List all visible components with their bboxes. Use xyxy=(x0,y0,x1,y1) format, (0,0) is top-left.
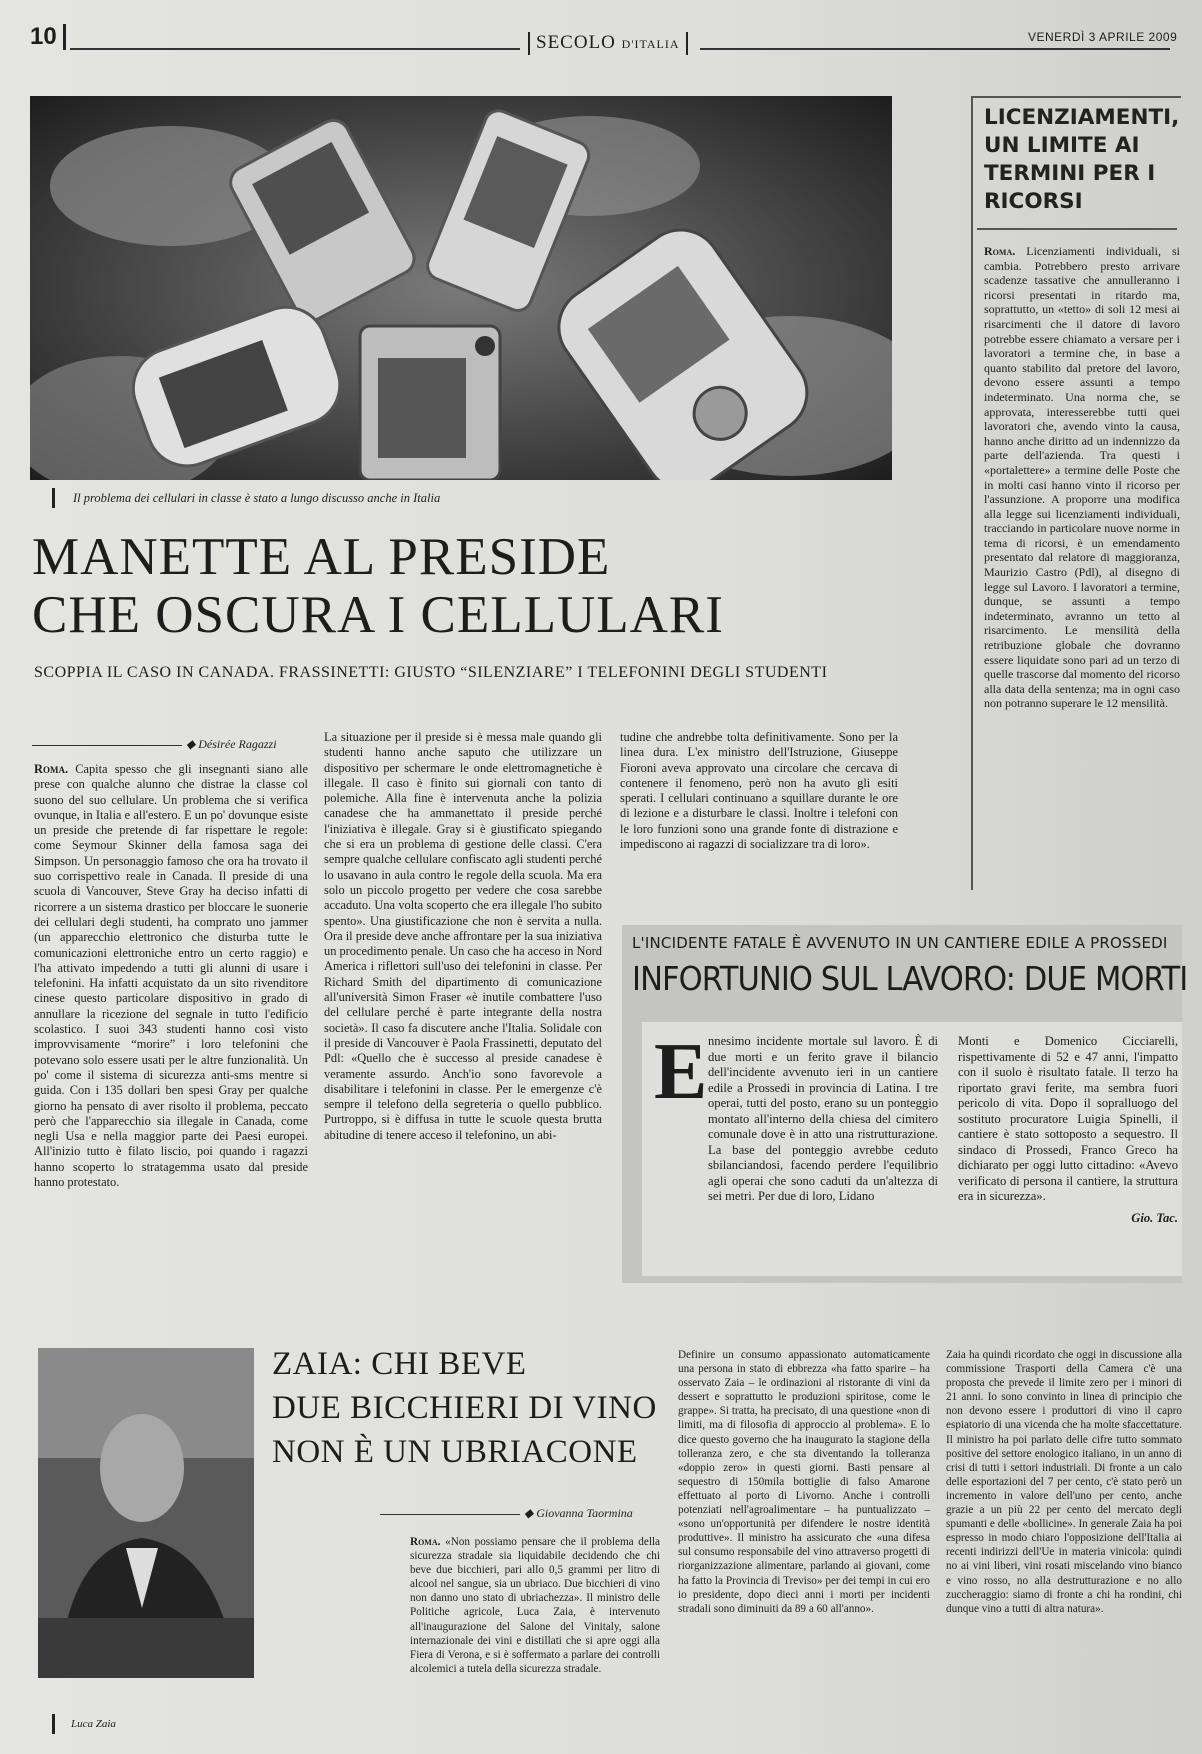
incident-kicker: L'INCIDENTE FATALE È AVVENUTO IN UN CANTIERE EDILE A PROSSEDI xyxy=(632,934,1168,952)
newspaper-suffix: D'ITALIA xyxy=(621,37,680,51)
zaia-column-2 xyxy=(678,1348,930,1616)
main-column-2-text: La situazione per il preside si è messa male quando gli studenti hanno anche saputo che utilizzare un dispositivo per schermare le onde elettromagnetiche è illegale. Il caso è finito sui giornali con tanto di polemiche. Alla fine è intervenuta anche la polizia canadese che ha ammanettato il preside perché l'iniziativa è illegale. Gray si è giustificato spiegando che si era un problema di gestione delle classi. C'era sempre qualche cellulare confiscato agli studenti perché lo usavano in aula contro le regole della scuola. Ma era solo un piccolo progetto per vedere che cosa sarebbe accaduto. Una volta scoperto che era illegale l'ho subito spento». Una giustificazione che non è servita a nulla. Ora il preside deve anche affrontare per la sua iniziativa un procedimento penale. Un caso che ha acceso in Nord America i riflettori sull'uso dei telefonini in classe. Per Richard Smith del dipartimento di comunicazione all'università Simon Fraser «è inutile combattere l'uso del cellulare perché è parte integrante della nostra società». Il caso fa discutere anche l'Italia. Solidale con il preside di Vancouver è Paola Frassinetti, deputato del Pdl: «Quello che è successo al preside canadese è veramente assurdo. Anch'io sono favorevole a disabilitare i telefonini in classe. Per le emergenze c'è sempre il telefono della segreteria o quello pubblico. Purtroppo, si è diffusa in tutte le scuole questa brutta abitudine di tenere acceso il telefonino, un abi- xyxy=(324,730,602,1142)
sidebar-title: LICENZIAMENTI, UN LIMITE AI TERMINI PER I RICORSI xyxy=(984,105,1180,214)
zaia-headline-line-1: ZAIA: CHI BEVE xyxy=(272,1346,527,1382)
main-dateline: Roma. xyxy=(34,762,69,776)
zaia-portrait-illustration xyxy=(38,1348,254,1678)
main-headline xyxy=(32,528,872,644)
incident-column-1 xyxy=(708,1034,938,1205)
zaia-byline-rule xyxy=(380,1514,520,1515)
incident-dropcap: E xyxy=(654,1028,708,1116)
cellphones-photo xyxy=(30,96,892,480)
main-column-3 xyxy=(620,730,898,852)
main-byline: ◆ Désirée Ragazzi xyxy=(32,737,277,752)
zaia-author: Giovanna Taormina xyxy=(536,1506,633,1520)
header-rule-left xyxy=(70,48,520,50)
sidebar-rule xyxy=(977,228,1177,230)
photo-caption: Il problema dei cellulari in classe è stato a lungo discusso anche in Italia xyxy=(52,488,440,508)
zaia-column-3 xyxy=(946,1348,1182,1616)
zaia-column-3-text: Zaia ha quindi ricordato che oggi in discussione alla commissione Trasporti della Camera c'è una proposta che prevede il limite zero per i minori di 21 anni. Io sono convinto in linea di principio che non devono essere i produttori di vino il capro espiatorio di una vicenda che ha molte sfaccettature. Il ministro ha poi parlato delle cifre tutto sommato positive del settore enologico italiano, in un anno di crisi di tutti i settori industriali. Di fronte a un calo delle esportazioni del 7 per cento, c'è stato però un incremento in valore dell'uno per cento, anche grazie a un più 22 per cento del mercato degli spumanti e delle «bollicine». In generale Zaia ha poi espresso in modo chiaro l'opposizione dell'Italia ai recenti indirizzi dell'Ue in materia vinicola: quindi no ai vini liberi, vini rosati miscelando vino bianco e vino rosso, no alla destrutturazione e no allo zuccheraggio: siamo di fronte a chi ha rondini, chi dunque vino a tutti di altra natura». xyxy=(946,1349,1182,1615)
sidebar-text-block xyxy=(984,244,1180,711)
main-subheadline: SCOPPIA IL CASO IN CANADA. FRASSINETTI: GIUSTO “SILENZIARE” I TELEFONINI DEGLI STUDENTI xyxy=(34,664,828,681)
zaia-photo-caption: Luca Zaia xyxy=(52,1714,116,1734)
zaia-column-2-text: Definire un consumo appassionato automaticamente una persona in stato di ebbrezza «ha fatto sparire – ha osservato Zaia – le ordinazioni al ristorante di vini da dessert e soprattutto le produzioni spiritose, come le grappe». Si tratta, ha precisato, di una questione «non di limiti, ma di filosofia di approccio al problema». E lo dice questo governo che ha inaugurato la stagione della tolleranza zero, e che sta diventando la tolleranza «doppio zero» in questi giorni. Basti pensare al sequestro di 150mila bottiglie di falso Amarone effettuato al porto di Livorno. Anche i controlli potenziati nell'agroalimentare – ha puntualizzato – «sono un'opportunità per difendere le nostre identità produttive». Il ministro ha assicurato che «una difesa sul consumo responsabile del vino attraverso progetti di riorganizzazione alimentare, parlando ai giovani, come ha fatto la Provincia di Treviso» per dei tempi in cui ero io presidente, dopo dieci anni i morti per incidenti stradali sono diminuiti da 89 a 60 all'anno». xyxy=(678,1349,930,1615)
main-column-1-text: Capita spesso che gli insegnanti siano alle prese con qualche alunno che distrae la classe col suono del suo cellulare. Un problema che si verifica ovunque, in Italia e all'estero. E un po' dovunque esiste un preside che pretende di far rispettare le regole: come Seymour Skinner della famosa saga dei Simpson. Un personaggio famoso che ora ha trovato il suo corrispettivo reale in Canada. Il preside di una scuola di Vancouver, Steve Gray ha deciso infatti di ricorrere a un sistema drastico per bloccare le suonerie dei cellulari degli studenti, ha comprato uno jammer (un apparecchio elettronico che disturba tutte le comunicazioni elettroniche entro un certo raggio) e l'ha attivato impedendo a tutti gli alunni di usare i telefonini. Ha infatti acquistato da un sito rivenditore cinese questo particolare dispositivo in grado di annullare la ricezione del segnale in tutto l'edificio scolastico. I suoi 343 studenti hanno così visto improvvisamente “morire” i loro telefonini che potevano solo essere usati per le altre funzionalità. Un po' come il sistema di sicurezza anti-sms mentre si guida. Con i 135 dollari ben spesi Gray per qualche giorno ha pensato di aver risolto il problema, peccato però che l'apparecchio sia illegale in Canada, come negli Usa e nella maggior parte dei Paesi europei. All'inizio tutto è filato liscio, poi quando i ragazzi hanno scoperto lo stratagemma usato dal preside hanno protestato. xyxy=(34,762,309,1190)
sidebar-dateline: Roma. xyxy=(984,244,1016,258)
header-rule-right xyxy=(700,48,1170,50)
zaia-headline-line-2: DUE BICCHIERI DI VINO xyxy=(272,1390,657,1426)
main-author: Désirée Ragazzi xyxy=(198,737,277,751)
headline-line-2: CHE OSCURA I CELLULARI xyxy=(32,586,724,644)
zaia-photo xyxy=(38,1348,254,1678)
main-column-1 xyxy=(34,762,308,1190)
zaia-byline: ◆ Giovanna Taormina xyxy=(380,1506,633,1521)
zaia-column-1-text: «Non possiamo pensare che il problema della sicurezza stradale sia liquidabile decidendo che chi beve due bicchieri, pari allo 0,5 grammi per litro di alcool nel sangue, sia un ubriaco. Due bicchieri di vino non danno uno stato di ubriachezza». Il ministro delle Politiche agricole, Luca Zaia, è intervenuto all'inaugurazione del Salone del Vinitaly, salone internazionale dei vini e distillati che si apre oggi alla Fiera di Verona, e si è soffermato a parlare dei controlli alcolemici a tutela della sicurezza stradale. xyxy=(410,1536,660,1675)
incident-column-2-text: Monti e Domenico Cicciarelli, rispettivamente di 52 e 47 anni, l'impatto con il suolo è risultato fatale. Il terzo ha riportato gravi ferite, ma sembra fuori pericolo di vita. Dopo il sopralluogo del sostituto procuratore Luigia Spinelli, il cantiere è stato sottoposto a sequestro. Il sindaco di Prossedi, Franco Greco ha dichiarato per oggi lutto cittadino: «Avevo verificato di persona il cantiere, la struttura era in sicurezza». xyxy=(958,1034,1178,1203)
zaia-dateline: Roma. xyxy=(410,1536,441,1548)
incident-title: INFORTUNIO SUL LAVORO: DUE MORTI xyxy=(632,960,1188,998)
main-column-2 xyxy=(324,730,602,1143)
incident-column-1-text: nnesimo incidente mortale sul lavoro. È di due morti e un ferito grave il bilancio dell'incidente avvenuto ieri in un cantiere edile a Prossedi in provincia di Latina. I tre operai, tutti del posto, erano su un ponteggio montato all'interno della chiesa del cimitero comunale dove è in atto una ristrutturazione. La base del ponteggio avrebbe ceduto sbilanciandosi, facendo perdere l'equilibrio agli operai che sono caduti da un'altezza di sei metri. Per due di loro, Lidano xyxy=(708,1034,938,1203)
zaia-headline xyxy=(272,1342,672,1474)
incident-signature: Gio. Tac. xyxy=(1131,1210,1178,1225)
cellphones-illustration xyxy=(30,96,892,480)
byline-rule xyxy=(32,745,182,746)
zaia-column-1 xyxy=(410,1535,660,1676)
newspaper-name: SECOLO xyxy=(536,32,616,53)
main-column-3-text: tudine che andrebbe tolta definitivamente. Sono per la linea dura. L'ex ministro dell'Istruzione, Giuseppe Fioroni aveva approvato una circolare che cercava di contenere il fenomeno, però non ha avuto gli esiti sperati. I cellulari continuano a squillare durante le ore di lezione e a disturbare le classi. Inoltre i telefoni con le loro funzioni sono una grande fonte di distrazione e impediscono ai ragazzi di socializzare tra di loro». xyxy=(620,730,898,852)
incident-column-2 xyxy=(958,1034,1178,1226)
sidebar-text: Licenziamenti individuali, si cambia. Potrebbero presto arrivare scadenze tassative che annulleranno i ricorsi presentati in ritardo ma, soprattutto, un «tetto» di soli 12 mesi ai risarcimenti che il datore di lavoro potrebbe essere chiamato a versare per i lavoratori a termine che, in base a quanto stabilito dal pretore del lavoro, devono essere assunti a tempo indeterminato. Una norma che, se approvata, interesserebbe tutti quei lavoratori che, avendo vinto la causa, hanno anche diritto ad un indennizzo da parte dell'azienda. Tra questi i «portalettere» a termine delle Poste che in molti casi hanno vinto il ricorso per l'assunzione. A proporre una modifica alla legge sui licenziamenti individuali, tracciando in particolare nuove norme in tema di ricorsi, è un emendamento presentato dal relatore di maggioranza, Maurizio Castro (Pdl), al disegno di legge sul Lavoro. I lavoratori a termine, dunque, se assunti a tempo indeterminato, avranno un tetto al risarcimento. Le mensilità della retribuzione globale che dovranno essere liquidate sono pari ad un terzo di quelle trascorse dal momento del ricorso alla data della sentenza; ma in ogni caso non potranno superare le 12 mensilità. xyxy=(984,244,1180,711)
masthead xyxy=(528,32,688,55)
page-number: 10 xyxy=(30,24,66,50)
headline-line-1: MANETTE AL PRESIDE xyxy=(32,528,611,586)
issue-date: VENERDÌ 3 APRILE 2009 xyxy=(1028,30,1178,44)
zaia-headline-line-3: NON È UN UBRIACONE xyxy=(272,1434,638,1470)
